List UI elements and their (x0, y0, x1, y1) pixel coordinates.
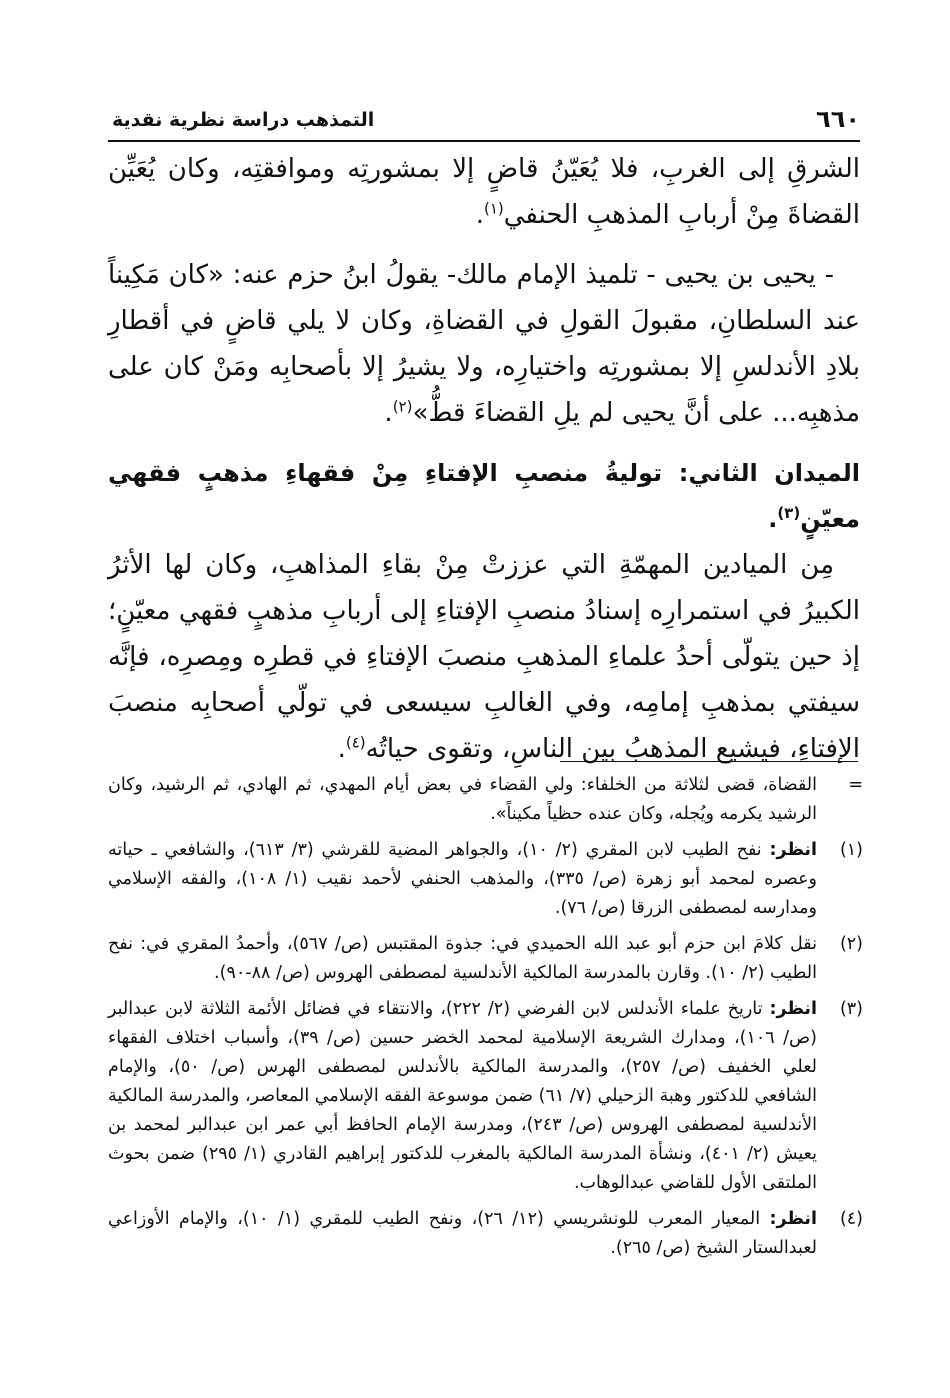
paragraph-3 (108, 542, 860, 772)
footnote-marker: (٢) (839, 934, 863, 954)
footnote-lead: انظر: (769, 999, 817, 1019)
footnote-continued (108, 771, 863, 829)
footnote-ref-4: (٤) (345, 733, 366, 752)
footnote-separator (560, 761, 858, 762)
section-heading (108, 450, 860, 542)
footnote-ref-1: (١) (483, 199, 504, 218)
footnote-1 (108, 836, 863, 923)
running-title: التمذهب دراسة نظرية نقدية (112, 109, 375, 131)
footnote-ref-2: (٢) (392, 397, 413, 416)
paragraph-3-end: . (337, 734, 346, 764)
footnote-2 (108, 930, 863, 988)
footnote-marker: = (848, 775, 863, 795)
footnote-text: نفح الطيب لابن المقري (٢/ ١٠)، والجواهر المضية للقرشي (٣/ ٦١٣)، والشافعي ـ حياته وعصره لمحمد أبو زهرة (ص/ ٣٣٥)، والمذهب الحنفي لأحمد نقيب (١/ ١٠٨)، والفقه الإسلامي ومدارسه لمصطفى الزرقا (ص/ ٧٦). (108, 840, 817, 918)
footnote-lead: انظر: (769, 840, 817, 860)
footnote-marker: (٣) (839, 999, 863, 1019)
paragraph-2 (108, 252, 860, 436)
footnote-marker: (٤) (839, 1209, 863, 1229)
page-number: ٦٦٠ (816, 105, 860, 133)
footnote-4 (108, 1205, 863, 1263)
footnote-text: المعيار المعرب للونشريسي (١٢/ ٢٦)، ونفح الطيب للمقري (١/ ١٠)، والإمام الأوزاعي لعبدالستار الشيخ (ص/ ٢٦٥). (108, 1209, 817, 1258)
header-rule (108, 140, 860, 142)
paragraph-2-text: - يحيى بن يحيى - تلميذ الإمام مالك- يقولُ ابنُ حزم عنه: «كان مَكِيناً عند السلطانِ، مقبولَ القولِ في القضاةِ، وكان لا يلي قاضٍ في أقطارِ بلادِ الأندلسِ إلا بمشورتِه واختيارِه، ولا يشيرُ إلا بأصحابِه ومَنْ كان على مذهبِه... على أنَّ يحيى لم يلِ القضاءَ قطُّ» (108, 260, 860, 428)
paragraph-2-end: . (384, 398, 393, 428)
footnote-marker: (١) (839, 840, 863, 860)
footnote-text: القضاة، قضى لثلاثة من الخلفاء: ولي القضاء في بعض أيام المهدي، ثم الهادي، ثم الرشيد، وكان الرشيد يكرمه ويُجله، وكان عنده حظياً مكيناً». (108, 775, 817, 824)
section-heading-text: الميدان الثاني: توليةُ منصبِ الإفتاءِ مِنْ فقهاءِ مذهبٍ فقهي معيّنٍ (108, 459, 860, 533)
paragraph-3-text: مِن الميادين المهمّةِ التي عززتْ مِنْ بقاءِ المذاهبِ، وكان لها الأثرُ الكبيرُ في استمرارِه إسنادُ منصبِ الإفتاءِ إلى أربابِ مذهبٍ فقهي معيّنٍ؛ إذ حين يتولّى أحدُ علماءِ المذهبِ منصبَ الإفتاءِ في قطرِه ومِصرِه، فإنَّه سيفتي بمذهبِ إمامِه، وفي الغالبِ سيسعى في تولّي أصحابِه منصبَ الإفتاءِ، فيشيع المذهبُ بين الناسِ، وتقوى حياتُه (108, 550, 860, 764)
footnote-3 (108, 995, 863, 1198)
footnote-ref-3: (٣) (777, 504, 801, 522)
footnote-text: تاريخ علماء الأندلس لابن الفرضي (٢/ ٢٢٢)، والانتقاء في فضائل الأئمة الثلاثة لابن عبدالبر (ص/ ١٠٦)، ومدارك الشريعة الإسلامية لمحمد الخضر حسين (ص/ ٣٩)، وأسباب اختلاف الفقهاء لعلي الخفيف (ص/ ٢٥٧)، والمدرسة المالكية بالأندلس لمصطفى الهرس (ص/ ٥٠)، والإمام الشافعي للدكتور وهبة الزحيلي (٧/ ٦١) ضمن موسوعة الفقه الإسلامي المعاصر، والمدرسة المالكية الأندلسية لمصطفى الهروس (ص/ ٢٤٣)، ومدرسة الإمام الحافظ أبي عمر ابن عبدالبر لمحمد بن يعيش (٢/ ٤٠١)، ونشأة المدرسة المالكية بالمغرب للدكتور إبراهيم القادري (١/ ٢٩٥) ضمن بحوث الملتقى الأول للقاضي عبدالوهاب. (108, 999, 817, 1193)
paragraph-1 (108, 146, 860, 238)
page-header (108, 104, 860, 142)
main-text (108, 146, 860, 772)
footnote-lead: انظر: (769, 1209, 817, 1229)
paragraph-1-end: . (475, 200, 484, 230)
paragraph-1-text: الشرقِ إلى الغربِ، فلا يُعَيّنُ قاضٍ إلا بمشورتِه وموافقتِه، وكان يُعَيِّن القضاةَ مِنْ أربابِ المذهبِ الحنفي (108, 154, 860, 230)
footnotes (108, 771, 863, 1270)
section-heading-end: . (768, 505, 778, 533)
footnote-text: نقل كلامَ ابن حزم أبو عبد الله الحميدي في: جذوة المقتبس (ص/ ٥٦٧)، وأحمدُ المقري في: نفح الطيب (٢/ ١٠). وقارن بالمدرسة المالكية الأندلسية لمصطفى الهروس (ص/ ٨٨-٩٠). (108, 934, 818, 983)
